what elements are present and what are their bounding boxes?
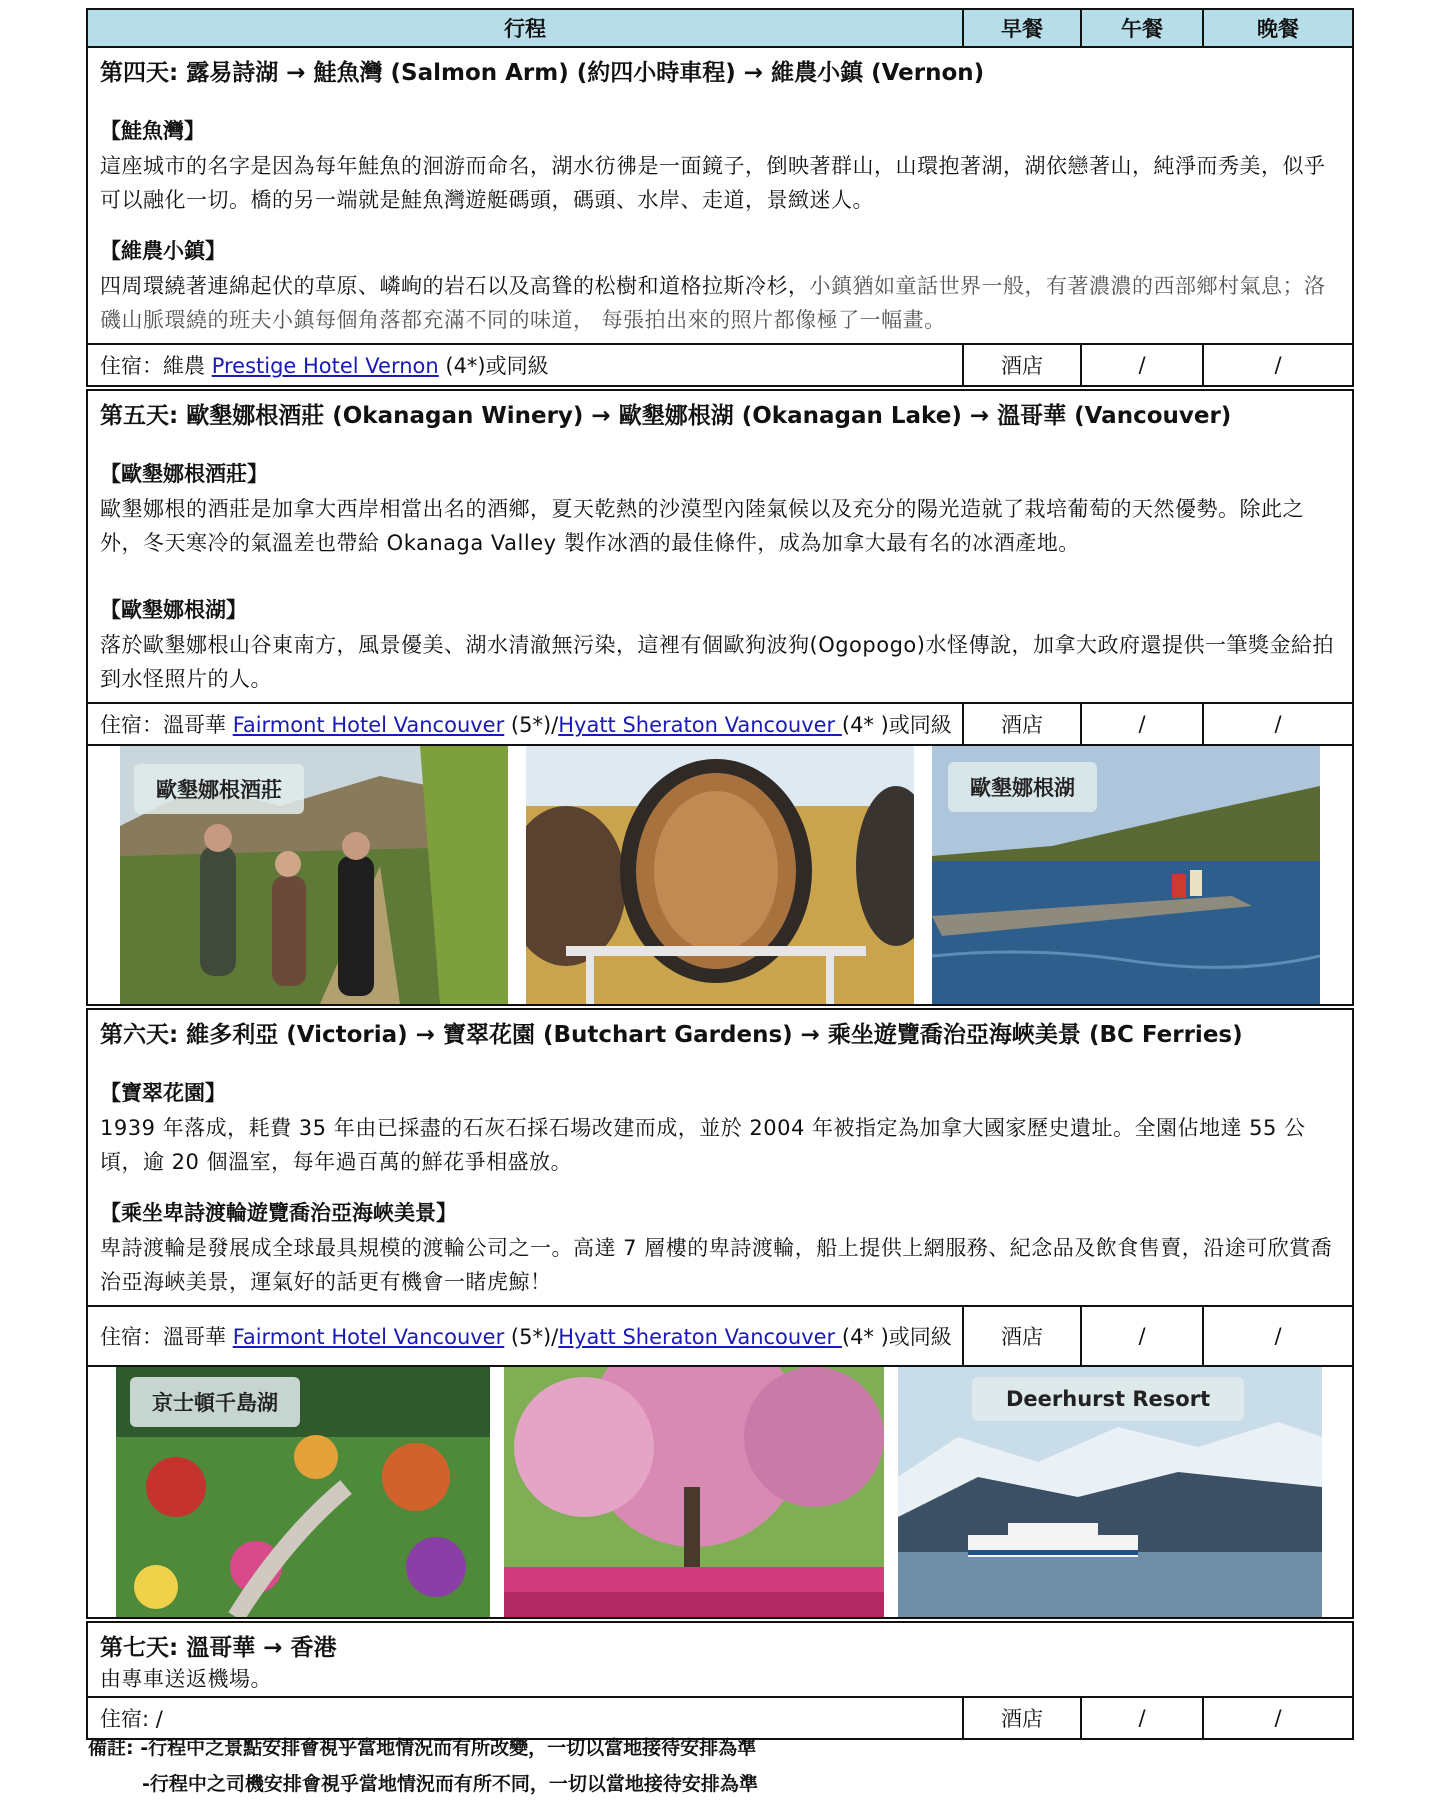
- day4-breakfast: 酒店: [963, 344, 1081, 388]
- day6-section1-text: 1939 年落成，耗費 35 年由已採盡的石灰石採石場改建而成，並於 2004 年被指定為加拿大國家歷史遺址。全園佔地達 55 公頃，逾 20 個溫室，每年過百萬的鮮花爭相盛放。: [100, 1116, 1306, 1174]
- day6-dinner: /: [1203, 1306, 1353, 1366]
- day6-section1-heading: 【寶翠花園】: [100, 1081, 226, 1105]
- day6-photo-blossom: [504, 1367, 884, 1617]
- itinerary-table: [86, 8, 1354, 1740]
- day4-section2-text-b: 小鎮猶如童話世界一般，有著濃濃的西部鄉村氣息；洛磯山脈環繞的班夫小鎮每個角落都充滿不同的味道， 每張拍出來的照片都像極了一幅畫。: [100, 274, 1326, 332]
- header-itinerary: 行程: [87, 9, 963, 47]
- day6-breakfast: 酒店: [963, 1306, 1081, 1366]
- day4-hotel-link[interactable]: Prestige Hotel Vernon: [211, 354, 439, 378]
- day5-hotel-link-fairmont[interactable]: Fairmont Hotel Vancouver: [232, 713, 505, 737]
- wine-barrels-image: [526, 746, 914, 1004]
- itinerary-sheet: [86, 8, 1352, 1740]
- day6-hotel-row: [87, 1306, 1353, 1366]
- day4-hotel-suffix: (4*)或同級: [438, 354, 549, 378]
- day6-hotel-prefix: 住宿：溫哥華: [100, 1325, 233, 1349]
- day6-lunch: /: [1081, 1306, 1203, 1366]
- day5-title: 第五天: 歐墾娜根酒莊 (Okanagan Winery) → 歐墾娜根湖 (Okanagan Lake) → 溫哥華 (Vancouver): [100, 403, 1232, 429]
- day6-hotel-link-fairmont[interactable]: Fairmont Hotel Vancouver: [232, 1325, 505, 1349]
- day4-section1-text: 這座城市的名字是因為每年鮭魚的洄游而命名，湖水彷彿是一面鏡子，倒映著群山，山環抱著湖，湖依戀著山，純淨而秀美，似乎可以融化一切。橋的另一端就是鮭魚灣遊艇碼頭，碼頭、水岸、走道，景緻迷人。: [100, 154, 1326, 212]
- day5-photo-lake: [932, 746, 1320, 1004]
- day4-title: 第四天: 露易詩湖 → 鮭魚灣 (Salmon Arm) (約四小時車程) → 維農小鎮 (Vernon): [100, 60, 985, 86]
- day5-section2-text: 落於歐墾娜根山谷東南方，風景優美、湖水清澈無污染，這裡有個歐狗波狗(Ogopogo)水怪傳說，加拿大政府還提供一筆獎金給拍到水怪照片的人。: [100, 633, 1334, 691]
- day6-hotel-suffix: (4* )或同級: [841, 1325, 952, 1349]
- day6-photo-garden: [116, 1367, 490, 1617]
- table-header: [87, 9, 1353, 47]
- day6-photo3-label: Deerhurst Resort: [972, 1377, 1244, 1421]
- header-dinner: 晚餐: [1203, 9, 1353, 47]
- day6-hotel-link-hyatt[interactable]: Hyatt Sheraton Vancouver: [558, 1325, 842, 1349]
- day5-hotel-suffix: (4* )或同級: [841, 713, 952, 737]
- day6-photo-row: [87, 1366, 1353, 1620]
- day5-photo-barrels: [526, 746, 914, 1004]
- day5-lunch: /: [1081, 703, 1203, 745]
- day6-content-row: [87, 1007, 1353, 1306]
- day5-content-row: [87, 388, 1353, 703]
- day4-section2-text: [100, 269, 1340, 337]
- day7-text: 由專車送返機場。: [100, 1667, 272, 1691]
- day4-section1-heading: 【鮭魚灣】: [100, 119, 205, 143]
- notes-line1: 備註: -行程中之景點安排會視乎當地情況而有所改變，一切以當地接待安排為準: [88, 1737, 757, 1759]
- day5-hotel-mid: (5*)/: [504, 713, 559, 737]
- day4-content-row: [87, 47, 1353, 344]
- day7-breakfast: 酒店: [963, 1697, 1081, 1739]
- day5-hotel-link-hyatt[interactable]: Hyatt Sheraton Vancouver: [558, 713, 842, 737]
- day5-breakfast: 酒店: [963, 703, 1081, 745]
- day6-photo1-label: 京士頓千島湖: [130, 1377, 300, 1427]
- notes-line2: -行程中之司機安排會視乎當地情況而有所不同，一切以當地接待安排為準: [142, 1773, 758, 1795]
- day4-dinner: /: [1203, 344, 1353, 388]
- day5-photo1-label: 歐墾娜根酒莊: [134, 764, 304, 814]
- day5-hotel: [87, 703, 963, 745]
- day5-hotel-row: [87, 703, 1353, 745]
- header-breakfast: 早餐: [963, 9, 1081, 47]
- cherry-blossom-image: [504, 1367, 884, 1617]
- day4-hotel: [87, 344, 963, 388]
- day6-title: 第六天: 維多利亞 (Victoria) → 寶翠花園 (Butchart Gardens) → 乘坐遊覽喬治亞海峽美景 (BC Ferries): [100, 1022, 1243, 1048]
- day6-photos: [87, 1366, 1353, 1620]
- day7-content-row: [87, 1620, 1353, 1697]
- day5-section1-heading: 【歐墾娜根酒莊】: [100, 462, 268, 486]
- day5-photo-winery: [120, 746, 508, 1004]
- day7-hotel: 住宿: /: [87, 1697, 963, 1739]
- day4-section2-text-a: 四周環繞著連綿起伏的草原、嶙峋的岩石以及高聳的松樹和道格拉斯冷杉，: [100, 274, 810, 298]
- day6-section2-heading: 【乘坐卑詩渡輪遊覽喬治亞海峽美景】: [100, 1201, 457, 1225]
- day6-photo-ferry: [898, 1367, 1322, 1617]
- day5-section1-text: 歐墾娜根的酒莊是加拿大西岸相當出名的酒鄉，夏天乾熱的沙漠型內陸氣候以及充分的陽光造就了栽培葡萄的天然優勢。除此之外，冬天寒冷的氣溫差也帶給 Okanaga Valley 製作冰酒的最佳條件，成為加拿大最有名的冰酒產地。: [100, 497, 1304, 555]
- day7-dinner: /: [1203, 1697, 1353, 1739]
- day4-lunch: /: [1081, 344, 1203, 388]
- day7-title: 第七天: 溫哥華 → 香港: [100, 1635, 337, 1661]
- day6-hotel: [87, 1306, 963, 1366]
- day7-lunch: /: [1081, 1697, 1203, 1739]
- day4-section2-heading: 【維農小鎮】: [100, 239, 226, 263]
- day5-section2-heading: 【歐墾娜根湖】: [100, 598, 247, 622]
- day6-section2-text: 卑詩渡輪是發展成全球最具規模的渡輪公司之一。高達 7 層樓的卑詩渡輪，船上提供上網服務、紀念品及飲食售賣，沿途可欣賞喬治亞海峽美景，運氣好的話更有機會一睹虎鯨！: [100, 1236, 1333, 1294]
- day4-hotel-row: [87, 344, 1353, 388]
- day4-hotel-prefix: 住宿：維農: [100, 354, 212, 378]
- day5-photo3-label: 歐墾娜根湖: [948, 762, 1097, 812]
- day5-photo-row: [87, 745, 1353, 1007]
- day5-dinner: /: [1203, 703, 1353, 745]
- day5-hotel-prefix: 住宿：溫哥華: [100, 713, 233, 737]
- day5-photos: [87, 745, 1353, 1007]
- header-lunch: 午餐: [1081, 9, 1203, 47]
- day6-hotel-mid: (5*)/: [504, 1325, 559, 1349]
